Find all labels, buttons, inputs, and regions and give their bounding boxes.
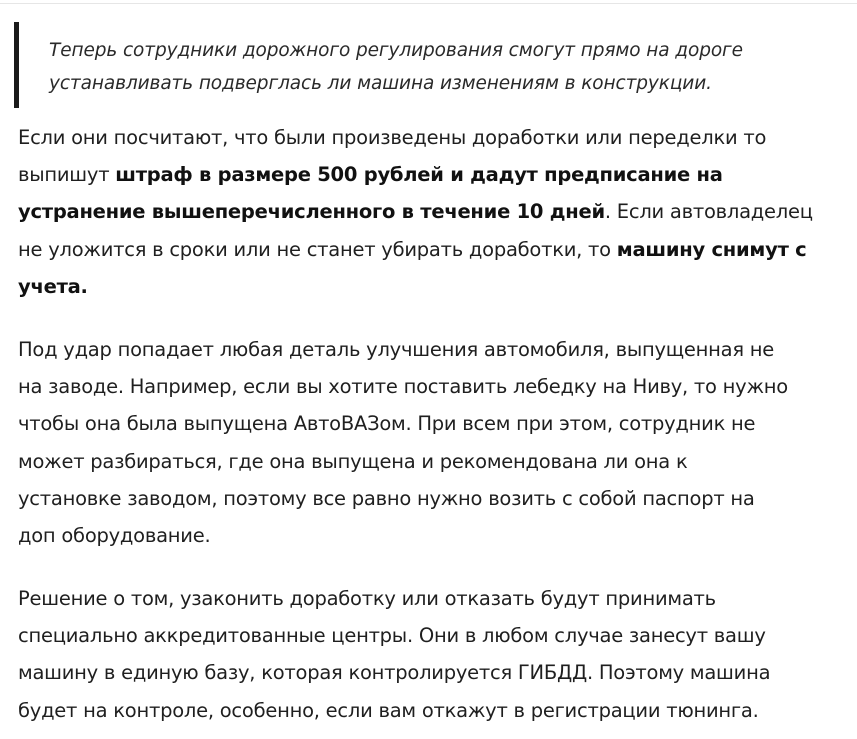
paragraph-line: Решение о том, узаконить доработку или отказать будут принимать: [18, 587, 716, 610]
bold-text: машину снимут с: [616, 237, 807, 261]
bold-text: штраф в размере 500 рублей и дадут предписание на: [115, 163, 723, 187]
paragraph-fine: [18, 119, 848, 305]
top-divider: [0, 3, 857, 4]
paragraph-line: [18, 193, 848, 230]
quote-line: Теперь сотрудники дорожного регулирования смогут прямо на дороге: [49, 40, 743, 61]
quote-line: устанавливать подверглась ли машина изменениям в конструкции.: [49, 73, 712, 94]
paragraph-line: может разбираться, где она выпущена и рекомендована ли она к: [18, 449, 688, 473]
text-run: не уложится в сроки или не станет убирать доработки, то: [18, 237, 617, 261]
text-run: . Если автовладелец: [604, 200, 813, 224]
paragraph-decision: [18, 580, 848, 729]
paragraph-line: специально аккредитованные центры. Они в любом случае занесут вашу: [18, 624, 766, 648]
quote-text: [49, 34, 834, 100]
bold-text: учета.: [18, 274, 88, 298]
paragraph-line: будет на контроле, особенно, если вам откажут в регистрации тюнинга.: [18, 698, 759, 722]
paragraph-line: на заводе. Например, если вы хотите поставить лебедку на Ниву, то нужно: [18, 375, 788, 399]
paragraph-line: машину в единую базу, которая контролируется ГИБДД. Поэтому машина: [18, 661, 771, 685]
text-run: выпишут: [18, 163, 116, 187]
paragraph-line: чтобы она была выпущена АвтоВАЗом. При всем при этом, сотрудник не: [18, 412, 756, 436]
blockquote: [14, 22, 834, 108]
bold-text: устранение вышеперечисленного в течение 10 дней: [18, 200, 605, 224]
text-run: Если они посчитают, что были произведены доработки или переделки то: [18, 126, 767, 149]
paragraph-line: [18, 156, 848, 193]
paragraph-line: доп оборудование.: [18, 524, 211, 548]
paragraph-line: [18, 231, 848, 268]
paragraph-line: [18, 119, 848, 156]
paragraph-line: установке заводом, поэтому все равно нужно возить с собой паспорт на: [18, 486, 755, 510]
paragraph-line: Под удар попадает любая деталь улучшения автомобиля, выпущенная не: [18, 338, 774, 361]
paragraph-line: [18, 268, 848, 305]
paragraph-parts: [18, 331, 848, 554]
